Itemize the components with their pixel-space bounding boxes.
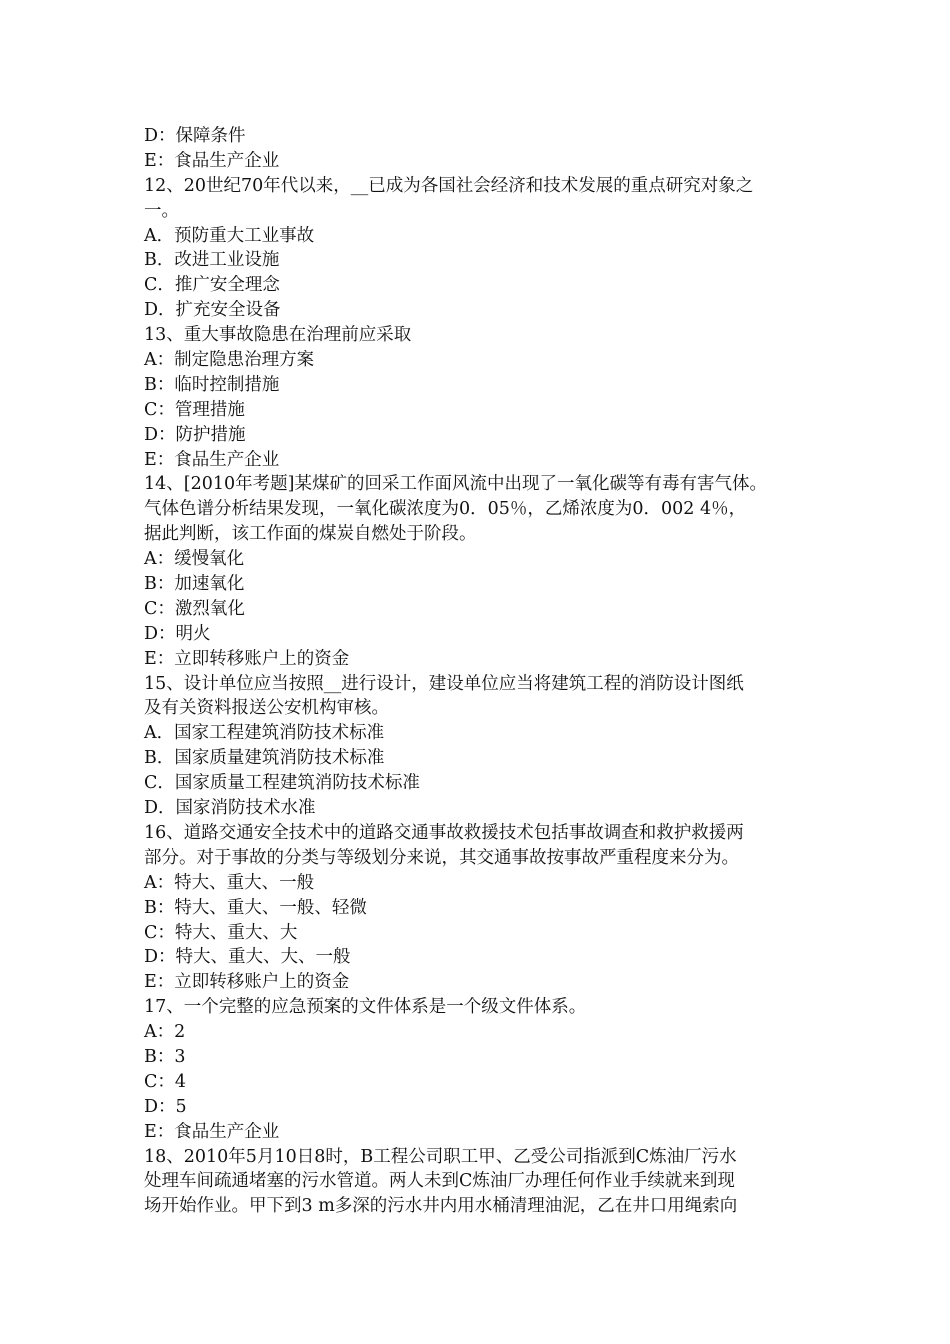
- text-line: D：5: [144, 1096, 187, 1117]
- text-line: D：保障条件: [144, 126, 246, 146]
- text-line: A：缓慢氧化: [144, 549, 245, 570]
- text-line: C：4: [144, 1071, 187, 1092]
- text-line: A．国家工程建筑消防技术标准: [144, 723, 385, 744]
- text-line: E：食品生产企业: [144, 449, 280, 470]
- document-body: [144, 124, 824, 1219]
- text-line: 一。: [144, 200, 179, 221]
- text-line: 16、道路交通安全技术中的道路交通事故救援技术包括事故调查和救护救援两: [144, 822, 744, 843]
- text-line: B．改进工业设施: [144, 250, 280, 271]
- text-line: B：3: [144, 1046, 186, 1067]
- text-line: D：明火: [144, 623, 211, 644]
- text-line: A：特大、重大、一般: [144, 872, 315, 893]
- text-line: E：立即转移账户上的资金: [144, 648, 350, 669]
- text-line: D：防护措施: [144, 424, 246, 445]
- text-line: B：加速氧化: [144, 574, 245, 595]
- text-line: 据此判断，该工作面的煤炭自燃处于阶段。: [144, 524, 477, 545]
- text-line: A：制定隐患治理方案: [144, 350, 315, 371]
- text-line: B．国家质量建筑消防技术标准: [144, 748, 385, 769]
- text-line: E：食品生产企业: [144, 150, 280, 171]
- text-line: 处理车间疏通堵塞的污水管道。两人未到C炼油厂办理任何作业手续就来到现: [144, 1171, 735, 1192]
- text-line: 14、[2010年考题]某煤矿的回采工作面风流中出现了一氧化碳等有毒有害气体。: [144, 474, 767, 495]
- text-line: 15、设计单位应当按照__进行设计，建设单位应当将建筑工程的消防设计图纸: [144, 673, 744, 694]
- text-line: C．推广安全理念: [144, 275, 280, 296]
- text-line: C：特大、重大、大: [144, 922, 298, 943]
- text-line: 13、重大事故隐患在治理前应采取: [144, 325, 412, 346]
- text-line: D：特大、重大、大、一般: [144, 947, 351, 968]
- text-line: 17、一个完整的应急预案的文件体系是一个级文件体系。: [144, 997, 587, 1018]
- text-line: 及有关资料报送公安机构审核。: [144, 698, 389, 719]
- text-line: B：临时控制措施: [144, 374, 280, 395]
- text-line: C：管理措施: [144, 399, 245, 420]
- text-line: C．国家质量工程建筑消防技术标准: [144, 773, 420, 794]
- text-line: 12、20世纪70年代以来，__已成为各国社会经济和技术发展的重点研究对象之: [144, 175, 754, 196]
- text-line: A．预防重大工业事故: [144, 225, 315, 246]
- text-line: 18、2010年5月10日8时，B工程公司职工甲、乙受公司指派到C炼油厂污水: [144, 1146, 737, 1167]
- text-line: A：2: [144, 1022, 186, 1043]
- text-line: C：激烈氧化: [144, 598, 245, 619]
- text-line: 部分。对于事故的分类与等级划分来说，其交通事故按事故严重程度来分为。: [144, 847, 739, 868]
- text-line: E：立即转移账户上的资金: [144, 972, 350, 993]
- text-line: D．国家消防技术水准: [144, 798, 316, 819]
- text-line: B：特大、重大、一般、轻微: [144, 897, 367, 918]
- text-line: D．扩充安全设备: [144, 300, 281, 321]
- text-line: 场开始作业。甲下到3 m多深的污水井内用水桶清理油泥，乙在井口用绳索向: [144, 1196, 738, 1217]
- text-line: E：食品生产企业: [144, 1121, 280, 1142]
- text-line: 气体色谱分析结果发现，一氧化碳浓度为0．05％，乙烯浓度为0．002 4％，: [144, 499, 747, 520]
